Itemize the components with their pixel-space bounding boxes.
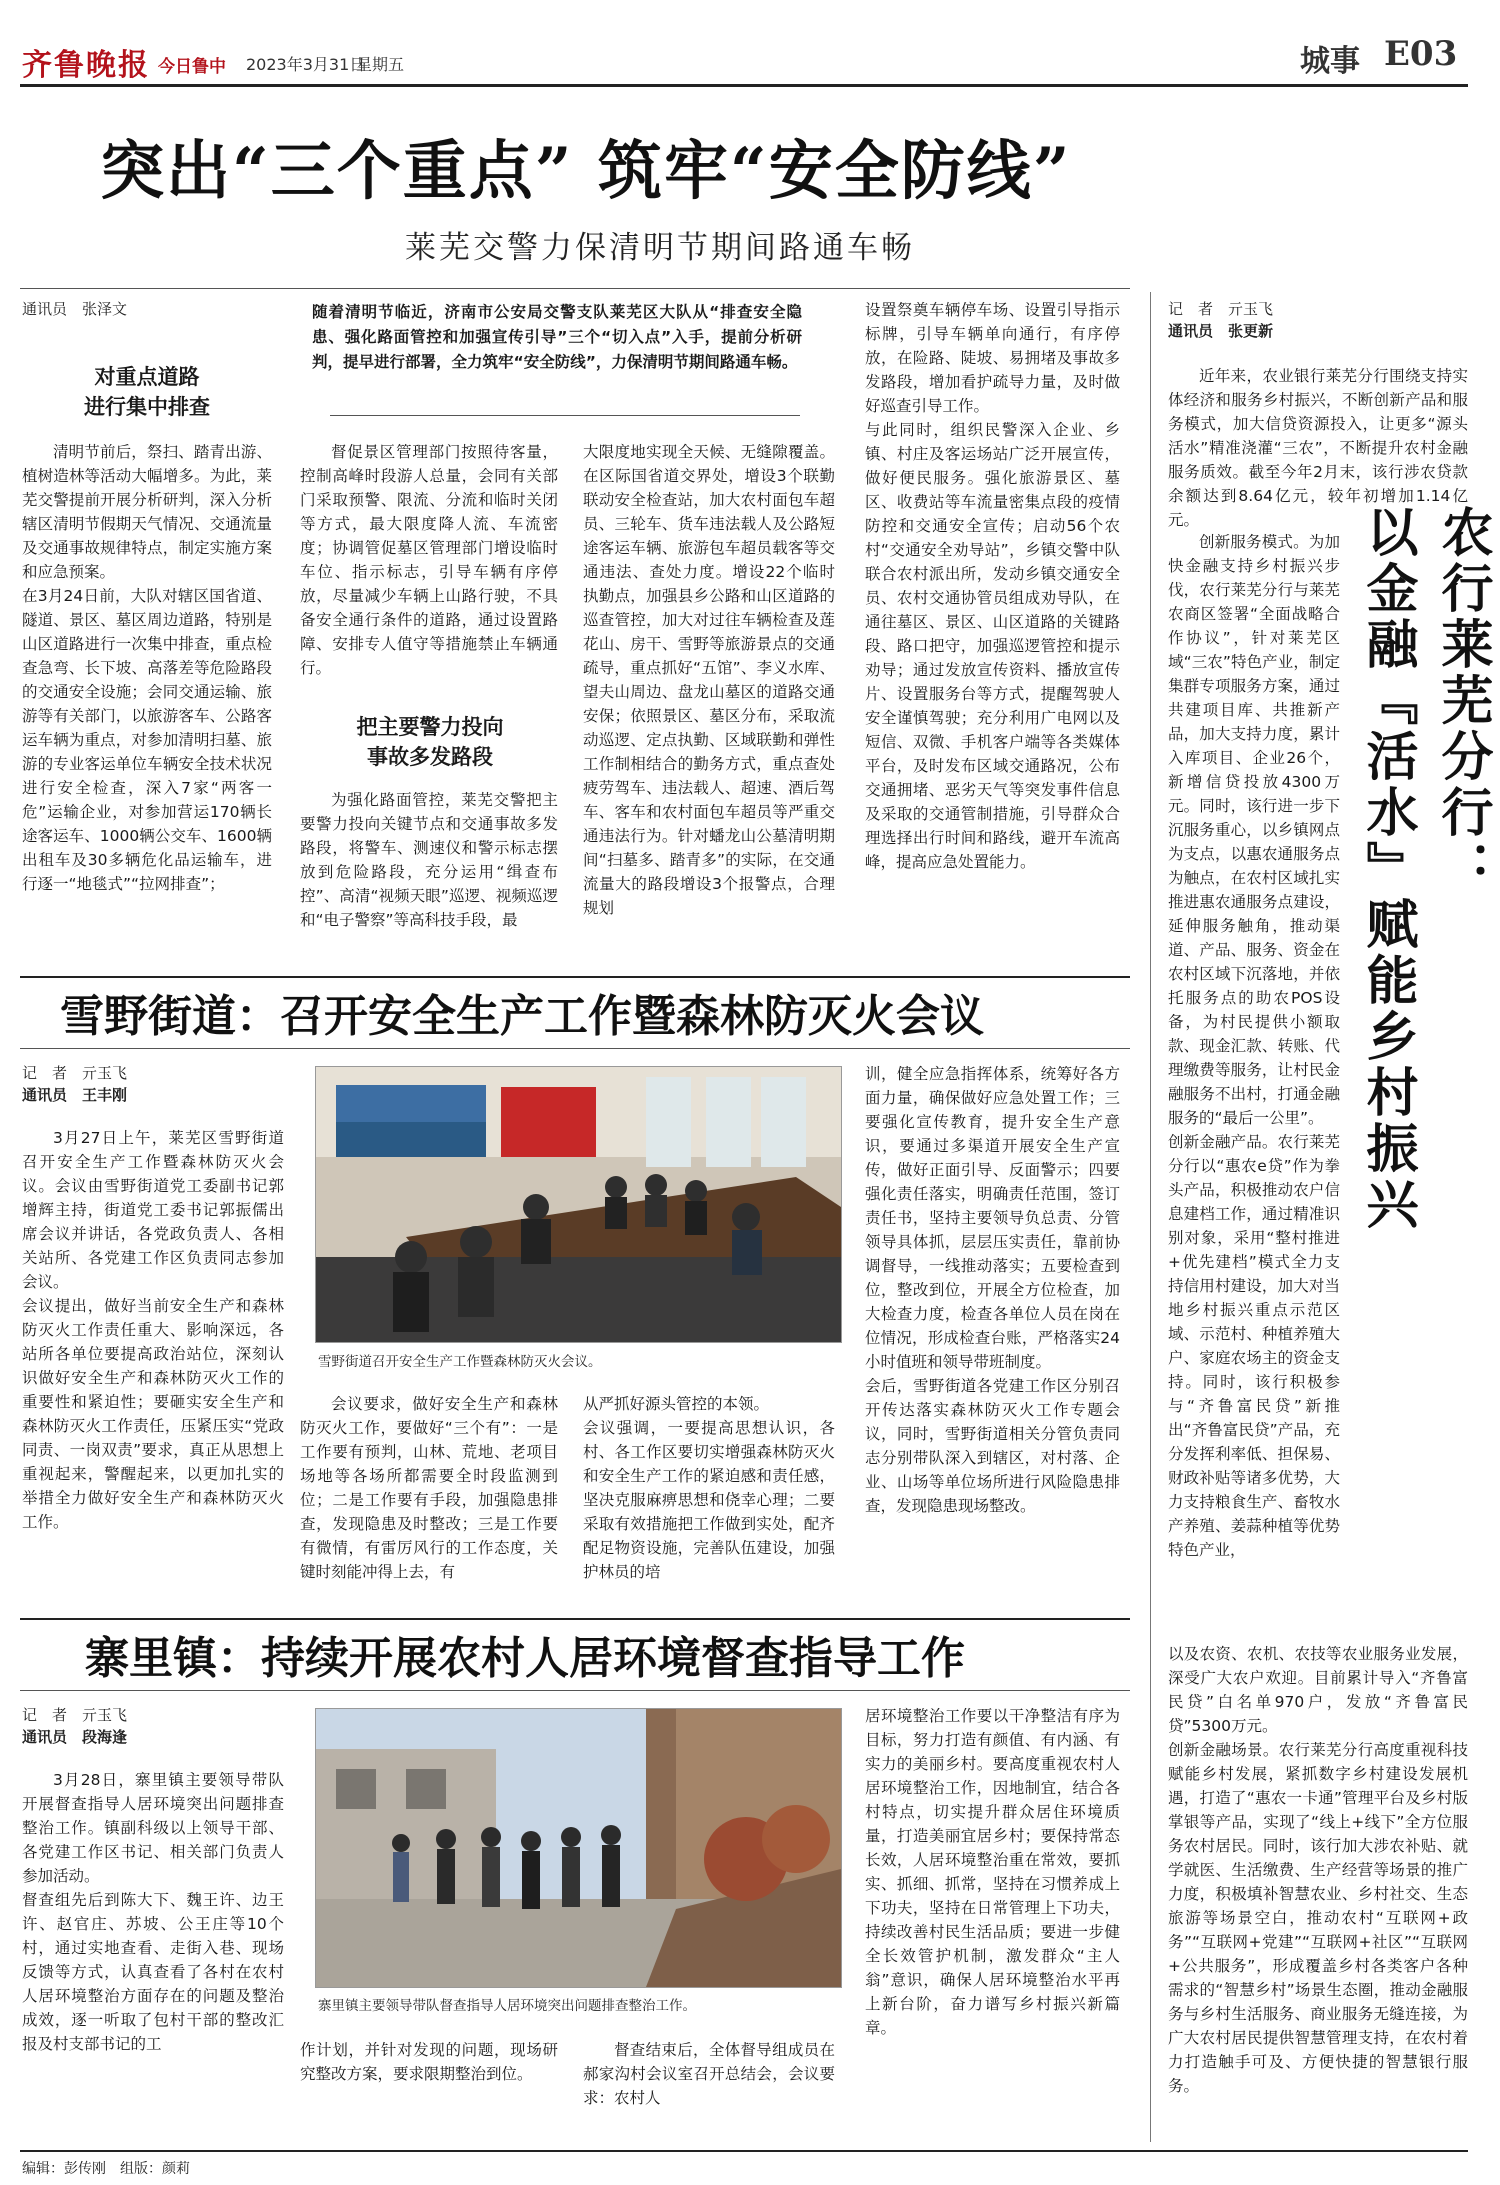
story1-lede-rule	[330, 415, 800, 416]
story3-inspection-photo	[315, 1708, 842, 1988]
story2-byline-reporter: 记 者 亓玉飞	[22, 1064, 128, 1082]
sidebar-intro	[1168, 364, 1468, 529]
sidebar-byline-correspondent: 通讯员 张更新	[1168, 322, 1274, 340]
story3-column-3-text: 督查结束后，全体督导组成员在郝家沟村会议室召开总结会，会议要求：农村人	[583, 2041, 835, 2107]
footer-editor-credit: 编辑：彭传刚 组版：颜莉	[22, 2161, 190, 2177]
story2-column-4	[865, 1062, 1120, 1604]
footer-rule	[20, 2150, 1468, 2152]
story2-photo-caption: 雪野街道召开安全生产工作暨森林防灭火会议。	[318, 1354, 602, 1370]
village-street-image	[316, 1709, 841, 1987]
story3-byline-correspondent: 通讯员 段海逢	[22, 1728, 128, 1746]
story1-column-1	[22, 440, 272, 965]
paper-name: 齐鲁晚报	[22, 48, 150, 83]
sidebar-intro-text: 近年来，农业银行莱芜分行围绕支持实体经济和服务乡村振兴，不断创新产品和服务模式，加大信贷资源投入，让更多“源头活水”精准浇灌“三农”，不断提升农村金融服务质效。截至今年2月末，该行涉农贷款余额达到8.64亿元，较年初增加1.14亿元。	[1168, 367, 1468, 529]
meeting-room-image	[316, 1067, 841, 1342]
story2-column-1-text: 3月27日上午，莱芜区雪野街道召开安全生产工作暨森林防灭火会议。会议由雪野街道党工委副书记郭增辉主持，街道党工委书记郭振儒出席会议并讲话，各党政负责人、各相关站所、各党建工作区负责同志参加会议。 会议提出，做好当前安全生产和森林防灭火工作责任重大、影响深远，各站所各单位要提高政治站位，深刻认识做好安全生产和森林防灭火工作的重要性和紧迫性；要砸实安全生产和森林防灭火工作责任，压紧压实“党政同责、一岗双责”要求，真正从思想上重视起来，警醒起来，以更加扎实的举措全力做好安全生产和森林防灭火工作。	[22, 1129, 284, 1531]
section-name: 城事	[1300, 44, 1360, 79]
story1-byline: 通讯员 张泽文	[22, 300, 128, 318]
story2-column-1	[22, 1126, 284, 1606]
story1-column-2a-text: 督促景区管理部门按照待客量，控制高峰时段游人总量，会同有关部门采取预警、限流、分流和临时关闭等方式，最大限度降人流、车流密度；协调管促墓区管理部门增设临时车位、指示标志，引导车辆有序停放，尽量减少车辆上山路行驶，不具备安全通行条件的道路，通过设置路障、安排专人值守等措施禁止车辆通行。	[300, 443, 558, 677]
story1-column-2a	[300, 440, 558, 680]
story2-column-4-text: 训，健全应急指挥体系，统筹好各方面力量，确保做好应急处置工作；三要强化宣传教育，提升安全生产意识，要通过多渠道开展安全生产宣传，做好正面引导、反面警示；四要强化责任落实，明确责任范围，签订责任书，坚持主要领导负总责、分管领导具体抓，层层压实责任，靠前协调督导，一线推动落实；五要检查到位，整改到位，开展全方位检查，加大检查力度，检查各单位人员在岗在位情况，形成检查台账，严格落实24小时值班和领导带班制度。 会后，雪野街道各党建工作区分别召开传达落实森林防灭火工作专题会议，同时，雪野街道相关分管负责同志分别带队深入到辖区，对村落、企业、山场等单位场所进行风险隐患排查，发现隐患现场整改。	[865, 1065, 1120, 1515]
story1-column-2b	[300, 788, 558, 964]
story2-headline: 雪野街道：召开安全生产工作暨森林防灭火会议	[60, 991, 984, 1042]
sidebar-body-narrow	[1168, 530, 1340, 1630]
sidebar-title-part-2: 以金融『活水』赋能乡村振兴	[1357, 505, 1418, 1233]
story1-column-4-text: 设置祭奠车辆停车场、设置引导指示标牌，引导车辆单向通行，有序停放，在险路、陡坡、易拥堵及事故多发路段，增加看护疏导力量，及时做好巡查引导工作。 与此同时，组织民警深入企业、乡镇、村庄及客运场站广泛开展宣传，做好便民服务。强化旅游景区、墓区、收费站等车流量密集点段的疫情防控和交通安全宣传；启动56个农村“交通安全劝导站”，乡镇交警中队联合农村派出所，发动乡镇交通安全员、农村交通协管员组成劝导队，在通往墓区、景区、山区道路的关键路段、路口把守，加强巡逻管控和提示劝导；通过发放宣传资料、播放宣传片、设置服务台等方式，提醒驾驶人安全谨慎驾驶；充分利用广电网以及短信、双微、手机客户端等各类媒体平台，及时发布区域交通路况，公布交通拥堵、恶劣天气等突发事件信息及采取的交通管制措施，引导群众合理选择出行时间和路线，避开车流高峰，提高应急处置能力。	[865, 301, 1120, 871]
story1-column-3	[583, 440, 835, 965]
story1-subhead: 莱芜交警力保清明节期间路通车畅	[405, 230, 915, 266]
story2-bottom-rule	[20, 1618, 1130, 1620]
page-number: E03	[1384, 34, 1458, 74]
story3-headline: 寨里镇：持续开展农村人居环境督查指导工作	[85, 1633, 965, 1684]
sidebar-body-wide	[1168, 1642, 1468, 2140]
sidebar-byline-reporter: 记 者 亓玉飞	[1168, 300, 1274, 318]
sidebar-body-wide-text: 以及农资、农机、农技等农业服务业发展，深受广大农户欢迎。目前累计导入“齐鲁富民贷”白名单970户，发放“齐鲁富民贷”5300万元。 创新金融场景。农行莱芜分行高度重视科技赋能乡村发展，紧抓数字乡村建设发展机遇，打造了“惠农一卡通”管理平台及乡村版掌银等产品，实现了“线上+线下”全方位服务农村居民。同时，该行加大涉农补贴、就学就医、生活缴费、生产经营等场景的推广力度，积极填补智慧农业、乡村社交、生态旅游等场景空白，推动农村“互联网+政务”“互联网+党建”“互联网+社区”“互联网+公共服务”，形成覆盖乡村各类客户各种需求的“智慧乡村”场景生态圈，推动金融服务与乡村生活服务、商业服务无缝连接，为广大农村居民提供智慧管理支持，在农村着力打造触手可及、方便快捷的智慧银行服务。	[1168, 1645, 1468, 2095]
story3-photo-caption: 寨里镇主要领导带队督查指导人居环境突出问题排查整治工作。	[318, 1998, 696, 2014]
story3-top-rule	[20, 1690, 1130, 1691]
story1-lede: 随着清明节临近，济南市公安局交警支队莱芜区大队从“排查安全隐患、强化路面管控和加强宣传引导”三个“切入点”入手，提前分析研判，提早进行部署，全力筑牢“安全防线”，力保清明节期间路通车畅。	[312, 303, 802, 371]
sidebar-title-part-1: 农行莱芜分行：	[1432, 505, 1493, 897]
sidebar-vertical-title	[1350, 505, 1500, 1325]
story1-column-2b-text: 为强化路面管控，莱芜交警把主要警力投向关键节点和交通事故多发路段，将警车、测速仪和警示标志摆放到危险路段，充分运用“缉查布控”、高清“视频天眼”巡逻、视频巡逻和“电子警察”等高科技手段，最	[300, 791, 558, 929]
story2-column-2	[300, 1392, 558, 1604]
story1-column-1-text: 清明节前后，祭扫、踏青出游、植树造林等活动大幅增多。为此，莱芜交警提前开展分析研判，深入分析辖区清明节假期天气情况、交通流量及交通事故规律特点，制定实施方案和应急预案。 在3月24日前，大队对辖区国省道、隧道、景区、墓区周边道路，特别是山区道路进行一次集中排查，重点检查急弯、长下坡、高落差等危险路段的交通安全设施；会同交通运输、旅游等有关部门，以旅游客车、公路客运车辆为重点，对参加清明扫墓、旅游的专业客运单位车辆安全技术状况进行安全检查，深入7家“两客一危”运输企业，对参加营运170辆长途客运车、1000辆公交车、1600辆出租车及30多辆危化品运输车，进行逐一“地毯式”“拉网排查”；	[22, 443, 272, 893]
story3-column-4	[865, 1704, 1120, 2140]
story1-column-3-text: 大限度地实现全天候、无缝隙覆盖。在区际国省道交界处，增设3个联勤联动安全检查站，加大农村面包车超员、三轮车、货车违法载人及公路短途客运车辆、旅游包车超员载客等交通违法、查处力度。增设22个临时执勤点，加强县乡公路和山区道路的巡查管控，加大对过往车辆检查及莲花山、房干、雪野等旅游景点的交通疏导，重点抓好“五馆”、李义水库、望夫山周边、盘龙山墓区的道路交通安保；依照景区、墓区分布，采取流动巡逻、定点执勤、区域联勤和弹性工作制相结合的勤务方式，重点查处疲劳驾车、违法载人、超速、酒后驾车、客车和农村面包车超员等严重交通违法行为。针对蟠龙山公墓清明期间“扫墓多、踏青多”的实际，在交通流量大的路段增设3个报警点，合理规划	[583, 443, 835, 917]
story1-subheading-1: 对重点道路 进行集中排查	[84, 365, 210, 419]
edition-label: 今日鲁中	[158, 57, 226, 77]
story3-byline-reporter: 记 者 亓玉飞	[22, 1706, 128, 1724]
story2-byline-correspondent: 通讯员 王丰刚	[22, 1086, 128, 1104]
sidebar-body-narrow-text: 创新服务模式。为加快金融支持乡村振兴步伐，农行莱芜分行与莱芜农商区签署“全面战略合作协议”，针对莱芜区域“三农”特色产业，制定集群专项服务方案，通过共建项目库、共推新产品，加大支持力度，累计入库项目、企业26个，新增信贷投放4300万元。同时，该行进一步下沉服务重心，以乡镇网点为支点，以惠农通服务点为触点，在农村区域扎实推进惠农通服务点建设，延伸服务触角，推动渠道、产品、服务、资金在农村区域下沉落地，并依托服务点的助农POS设备，为村民提供小额取款、现金汇款、转账、代理缴费等服务，让村民金融服务不出村，打通金融服务的“最后一公里”。 创新金融产品。农行莱芜分行以“惠农e贷”作为拳头产品，积极推动农户信息建档工作，通过精准识别对象，采用“整村推进+优先建档”模式全力支持信用村建设，加大对当地乡村振兴重点示范区域、示范村、种植养殖大户、家庭农场主的资金支持。同时，该行积极参与“齐鲁富民贷”新推出“齐鲁富民贷”产品，充分发挥利率低、担保易、财政补贴等诸多优势，大力支持粮食生产、畜牧水产养殖、姜蒜种植等优势特色产业，	[1168, 533, 1340, 1559]
story1-headline: 突出“三个重点” 筑牢“安全防线”	[100, 134, 1072, 209]
issue-weekday: 星期五	[356, 55, 405, 74]
story1-bottom-rule	[20, 976, 1130, 978]
story2-top-rule	[20, 1048, 1130, 1049]
story3-column-2	[300, 2038, 558, 2138]
sidebar-divider	[1150, 292, 1151, 2142]
story2-column-2-text: 会议要求，做好安全生产和森林防灭火工作，要做好“三个有”：一是工作要有预判，山林、荒地、老项目场地等各场所都需要全时段监测到位；二是工作要有手段，加强隐患排查，发现隐患及时整改；三是工作要有微情，有雷厉风行的工作态度，关键时刻能冲得上去，有	[300, 1395, 558, 1581]
story2-column-3-text: 从严抓好源头管控的本领。 会议强调，一要提高思想认识，各村、各工作区要切实增强森林防灭火和安全生产工作的紧迫感和责任感，坚决克服麻痹思想和侥幸心理；二要采取有效措施把工作做到实处，配齐配足物资设施，完善队伍建设，加强护林员的培	[583, 1395, 835, 1581]
story3-column-4-text: 居环境整治工作要以干净整洁有序为目标，努力打造有颜值、有内涵、有实力的美丽乡村。要高度重视农村人居环境整治工作，因地制宜，结合各村特点，切实提升群众居住环境质量，打造美丽宜居乡村；要保持常态长效，人居环境整治重在常效，要抓实、抓细、抓常，坚持在习惯养成上下功夫，坚持在日常管理上下功夫，持续改善村民生活品质；要进一步健全长效管护机制，激发群众“主人翁”意识，确保人居环境整治水平再上新台阶，奋力谱写乡村振兴新篇章。	[865, 1707, 1120, 2037]
story3-column-2-text: 作计划，并针对发现的问题，现场研究整改方案，要求限期整治到位。	[300, 2041, 558, 2083]
story1-top-rule	[20, 288, 1130, 289]
story3-column-1-text: 3月28日，寨里镇主要领导带队开展督查指导人居环境突出问题排查整治工作。镇副科级以上领导干部、各党建工作区书记、相关部门负责人参加活动。 督查组先后到陈大下、魏王许、边王许、赵官庄、苏坡、公王庄等10个村，通过实地查看、走街入巷、现场反馈等方式，认真查看了各村在农村人居环境整治方面存在的问题及整治成效，逐一听取了包村干部的整改汇报及村支部书记的工	[22, 1771, 284, 2053]
issue-date: 2023年3月31日	[246, 55, 366, 74]
story1-column-4	[865, 298, 1120, 965]
masthead-rule	[20, 84, 1468, 87]
story3-column-3	[583, 2038, 835, 2138]
story2-meeting-photo	[315, 1066, 842, 1343]
story3-column-1	[22, 1768, 284, 2140]
story2-column-3	[583, 1392, 835, 1604]
story1-subheading-2: 把主要警力投向 事故多发路段	[356, 715, 504, 769]
